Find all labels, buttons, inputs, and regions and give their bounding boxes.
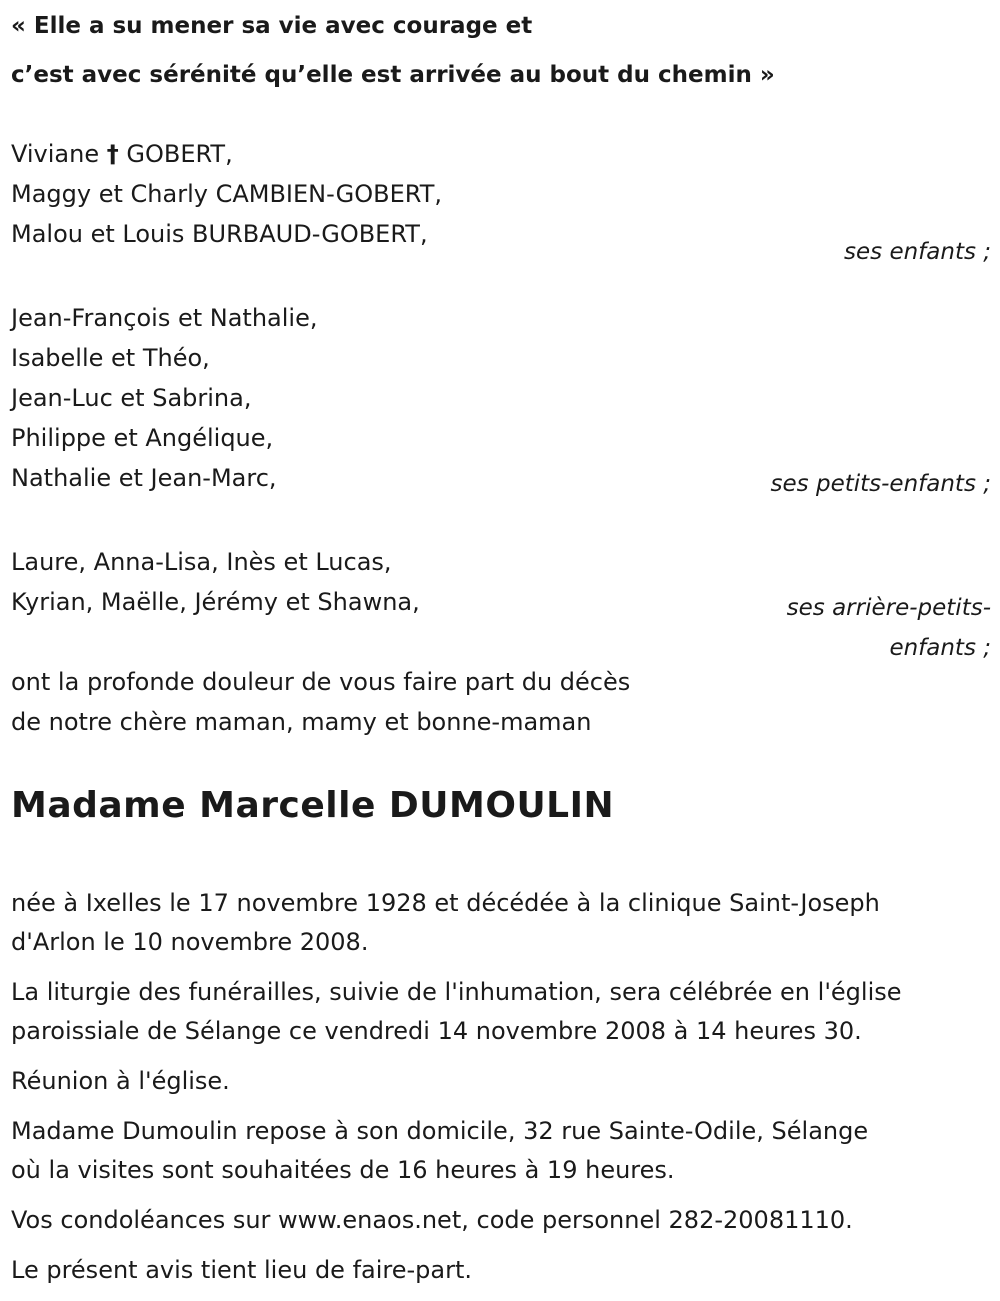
role-grandchildren: ses petits-enfants ; [770, 471, 991, 497]
liturgy-paragraph: La liturgie des funérailles, suivie de l'inhumation, sera célébrée en l'église paroissiale de Sélange ce vendredi 14 novembre 2008 à 14 heures 30. [11, 978, 902, 1045]
announcement-line-1: ont la profonde douleur de vous faire part du décès [11, 668, 631, 696]
child-name: Malou et Louis BURBAUD-GOBERT, [11, 220, 428, 248]
role-children: ses enfants ; [844, 239, 991, 265]
grandchild-name: Jean-Luc et Sabrina, [11, 384, 252, 412]
grandchild-name: Nathalie et Jean-Marc, [11, 464, 277, 492]
grandchild-name: Isabelle et Théo, [11, 344, 210, 372]
condolences-paragraph: Vos condoléances sur www.enaos.net, code personnel 282-20081110. [11, 1206, 853, 1234]
deceased-name: Madame Marcelle DUMOULIN [11, 785, 615, 826]
epitaph-quote [11, 2, 991, 100]
announcement [11, 662, 991, 742]
quote-line-1: « Elle a su mener sa vie avec courage et [11, 13, 533, 39]
children-block [11, 134, 991, 265]
child-name: Maggy et Charly CAMBIEN-GOBERT, [11, 180, 442, 208]
role-great-grandchildren-2: enfants ; [889, 635, 991, 661]
cross-icon: † [106, 140, 119, 168]
repose-paragraph: Madame Dumoulin repose à son domicile, 32 rue Sainte-Odile, Sélange où la visites sont souhaitées de 16 heures à 19 heures. [11, 1117, 869, 1184]
great-grandchild-name: Kyrian, Maëlle, Jérémy et Shawna, [11, 588, 420, 616]
reunion-paragraph: Réunion à l'église. [11, 1067, 230, 1095]
great-grandchild-name: Laure, Anna-Lisa, Inès et Lucas, [11, 548, 392, 576]
grandchild-name: Philippe et Angélique, [11, 424, 274, 452]
funeral-details [11, 884, 991, 1290]
grandchild-name: Jean-François et Nathalie, [11, 304, 318, 332]
role-great-grandchildren-1: ses arrière-petits- [786, 595, 991, 621]
grandchildren-block [11, 298, 991, 498]
birth-death-paragraph: née à Ixelles le 17 novembre 1928 et décédée à la clinique Saint-Joseph d'Arlon le 10 novembre 2008. [11, 889, 880, 956]
quote-line-2: c’est avec sérénité qu’elle est arrivée au bout du chemin » [11, 62, 775, 88]
child-name: Viviane † GOBERT, [11, 140, 233, 168]
notice-paragraph: Le présent avis tient lieu de faire-part. [11, 1256, 473, 1284]
obituary-notice [11, 0, 991, 1301]
announcement-line-2: de notre chère maman, mamy et bonne-maman [11, 708, 592, 736]
great-grandchildren-block [11, 542, 991, 661]
